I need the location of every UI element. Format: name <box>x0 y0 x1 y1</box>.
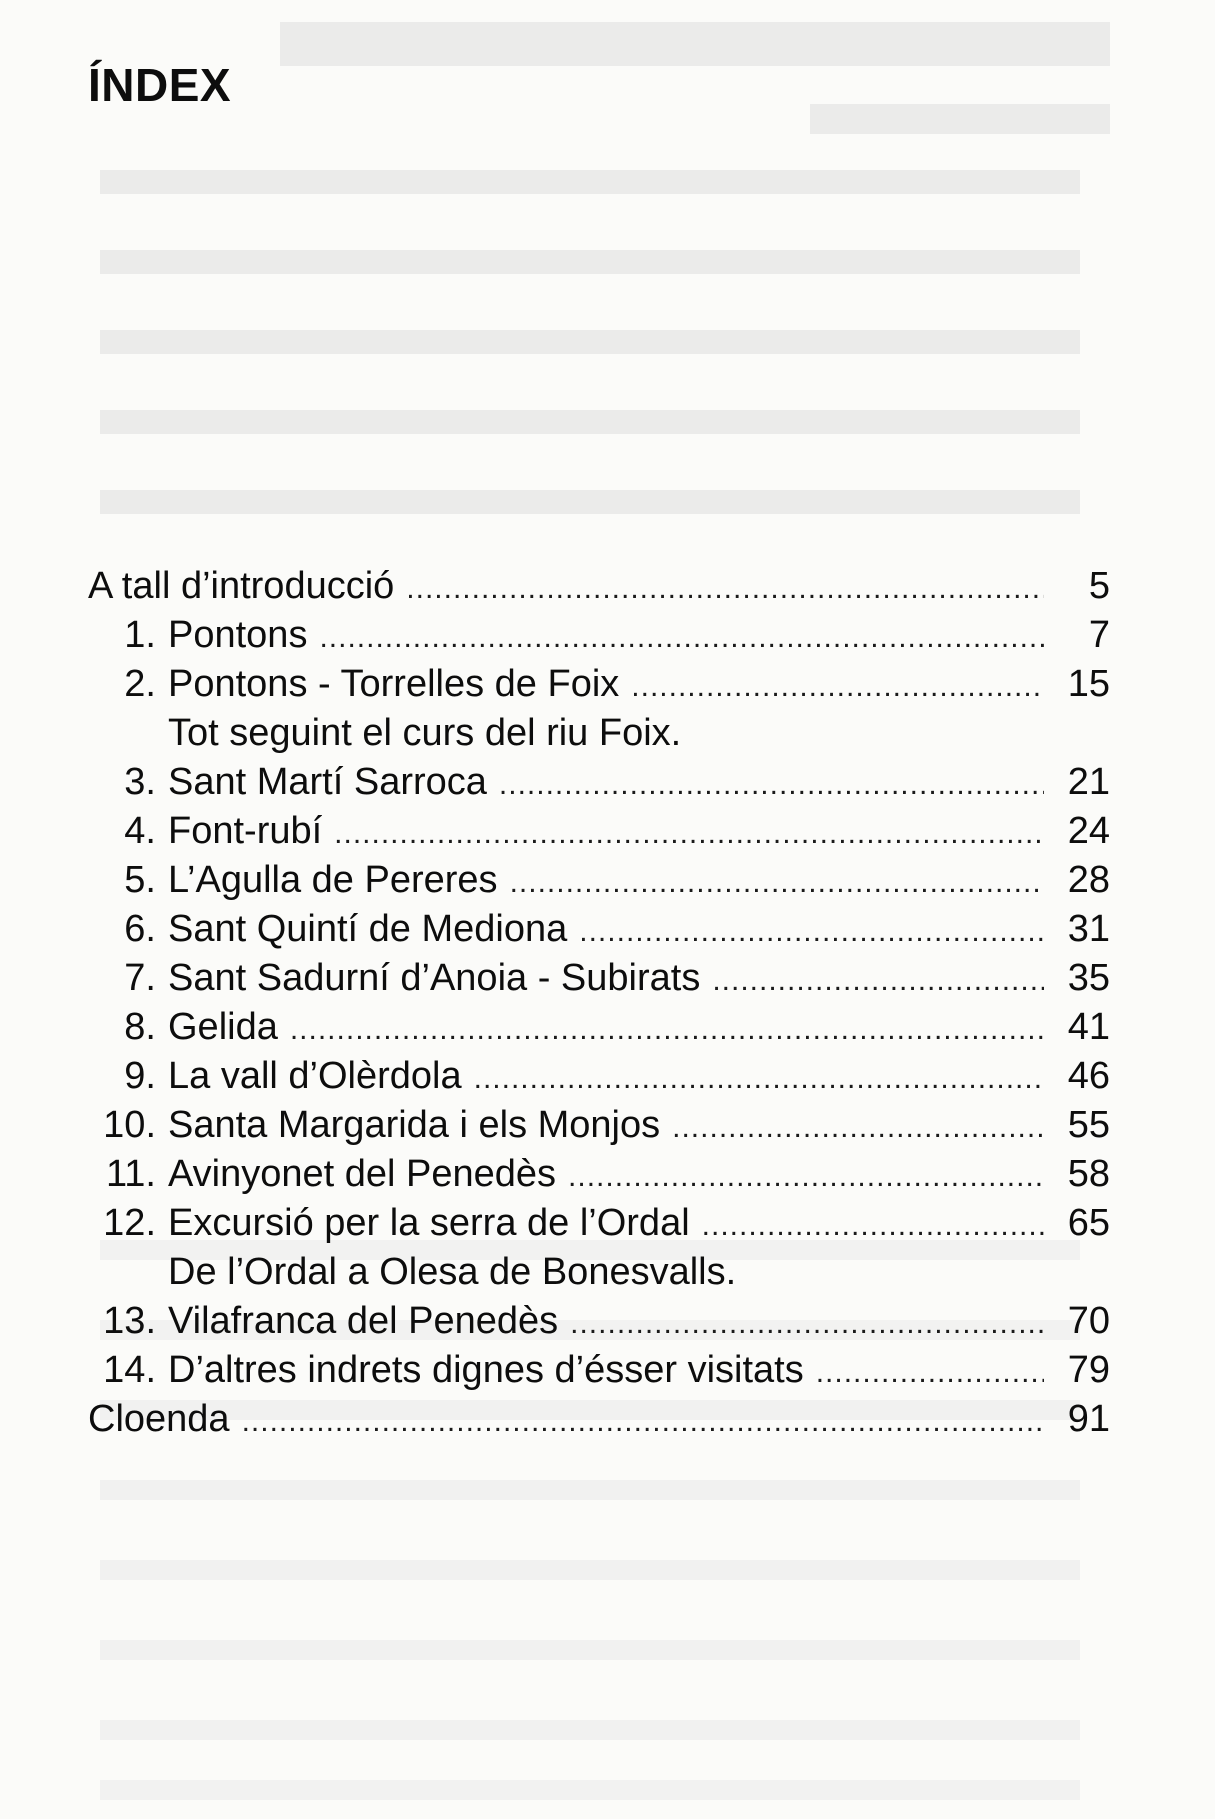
toc-entry[interactable] <box>88 660 1110 709</box>
toc-entry-subtitle <box>88 709 1110 758</box>
toc-entry-label: La vall d’Olèrdola <box>168 1055 462 1097</box>
toc-leader-dots <box>290 1005 1044 1054</box>
toc-entry-label: Pontons <box>168 614 308 656</box>
toc-leader-dots <box>499 760 1044 809</box>
toc-page-number: 24 <box>1067 810 1110 852</box>
toc-page-number: 5 <box>1088 565 1110 607</box>
table-of-contents <box>88 562 1110 1444</box>
toc-entry-number: 12. <box>103 1202 156 1244</box>
toc-entry-label: D’altres indrets dignes d’ésser visitats <box>168 1349 804 1391</box>
toc-leader-dots <box>631 662 1044 711</box>
toc-entry-label: Sant Martí Sarroca <box>168 761 487 803</box>
toc-entry[interactable] <box>88 856 1110 905</box>
toc-leader-dots <box>672 1103 1044 1152</box>
toc-leader-dots <box>406 564 1044 613</box>
toc-entry[interactable] <box>88 905 1110 954</box>
toc-entry[interactable] <box>88 611 1110 660</box>
toc-entry-label: Vilafranca del Penedès <box>168 1300 559 1342</box>
toc-entry-label: Pontons - Torrelles de Foix <box>168 663 620 705</box>
toc-entry-label: A tall d’introducció <box>88 565 395 607</box>
toc-entry-label: Font-rubí <box>168 810 323 852</box>
toc-leader-dots <box>568 1152 1044 1201</box>
toc-page-number: 79 <box>1067 1349 1110 1391</box>
toc-entry[interactable] <box>88 758 1110 807</box>
toc-page-number: 7 <box>1088 614 1110 656</box>
toc-page-number: 21 <box>1067 761 1110 803</box>
toc-entry-label: L’Agulla de Pereres <box>168 859 498 901</box>
toc-page-number: 28 <box>1067 859 1110 901</box>
toc-entry[interactable] <box>88 1297 1110 1346</box>
toc-leader-dots <box>319 613 1044 662</box>
toc-leader-dots <box>712 956 1044 1005</box>
toc-entry[interactable] <box>88 1101 1110 1150</box>
toc-entry[interactable] <box>88 807 1110 856</box>
toc-entry-number: 2. <box>124 663 156 705</box>
toc-page-number: 65 <box>1067 1202 1110 1244</box>
toc-entry[interactable] <box>88 1003 1110 1052</box>
toc-page-number: 15 <box>1067 663 1110 705</box>
toc-entry-label: Avinyonet del Penedès <box>168 1153 557 1195</box>
toc-entry-number: 3. <box>124 761 156 803</box>
toc-entry[interactable] <box>88 1395 1110 1444</box>
toc-entry-number: 9. <box>124 1055 156 1097</box>
toc-entry-number: 4. <box>124 810 156 852</box>
toc-entry-label: Gelida <box>168 1006 278 1048</box>
toc-entry-label: Sant Sadurní d’Anoia - Subirats <box>168 957 701 999</box>
toc-entry[interactable] <box>88 1199 1110 1248</box>
toc-page-number: 41 <box>1067 1006 1110 1048</box>
toc-page-number: 55 <box>1067 1104 1110 1146</box>
toc-entry-label: Sant Quintí de Mediona <box>168 908 568 950</box>
toc-entry-label: Santa Margarida i els Monjos <box>168 1104 661 1146</box>
toc-entry-number: 7. <box>124 957 156 999</box>
toc-entry-number: 11. <box>105 1153 156 1195</box>
toc-leader-dots <box>702 1201 1044 1250</box>
toc-entry[interactable] <box>88 954 1110 1003</box>
toc-entry-label: Tot seguint el curs del riu Foix. <box>168 712 682 754</box>
toc-page-number: 91 <box>1067 1398 1110 1440</box>
index-title: ÍNDEX <box>88 59 232 111</box>
toc-entry-number: 6. <box>124 908 156 950</box>
toc-leader-dots <box>579 907 1044 956</box>
toc-page-number: 58 <box>1067 1153 1110 1195</box>
toc-page-number: 46 <box>1067 1055 1110 1097</box>
toc-entry[interactable] <box>88 1346 1110 1395</box>
toc-entry-number: 5. <box>124 859 156 901</box>
toc-page-number: 70 <box>1067 1300 1110 1342</box>
toc-entry-subtitle <box>88 1248 1110 1297</box>
toc-entry-label: Excursió per la serra de l’Ordal <box>168 1202 690 1244</box>
toc-leader-dots <box>510 858 1044 907</box>
toc-entry-label: Cloenda <box>88 1398 230 1440</box>
toc-page-number: 31 <box>1067 908 1110 950</box>
toc-entry-number: 1. <box>124 614 156 656</box>
toc-page-number: 35 <box>1067 957 1110 999</box>
toc-entry[interactable] <box>88 1150 1110 1199</box>
toc-leader-dots <box>334 809 1044 858</box>
toc-entry[interactable] <box>88 562 1110 611</box>
toc-entry-number: 14. <box>103 1349 156 1391</box>
toc-entry-number: 8. <box>124 1006 156 1048</box>
toc-entry[interactable] <box>88 1052 1110 1101</box>
toc-entry-number: 13. <box>103 1300 156 1342</box>
toc-leader-dots <box>242 1397 1044 1446</box>
toc-leader-dots <box>570 1299 1044 1348</box>
toc-leader-dots <box>816 1348 1044 1397</box>
toc-entry-label: De l’Ordal a Olesa de Bonesvalls. <box>168 1251 737 1293</box>
toc-entry-number: 10. <box>103 1104 156 1146</box>
toc-leader-dots <box>474 1054 1044 1103</box>
